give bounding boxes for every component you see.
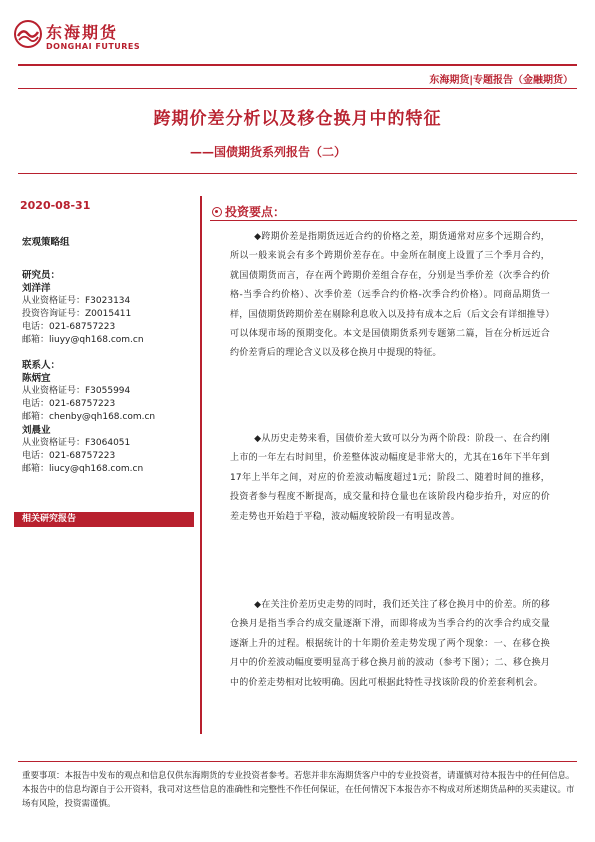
header-divider <box>18 64 577 66</box>
key-point-paragraph <box>230 596 550 693</box>
banner-divider <box>18 88 577 89</box>
report-category-banner: 东海期货|专题报告（金融期货） <box>429 75 573 86</box>
contact-name: 刘晨业 <box>22 425 51 436</box>
paragraph-text: ◆从历史走势来看，国债价差大致可以分为两个阶段：阶段一、在合约刚上市的一年左右时间里，价差整体波动幅度是非常大的，尤其在16年下半年到17年上半年之间，对应的价差波动幅度超过1元；阶段二、随着时间的推移，投资者参与程度不断提高，成交量和持仓量也在该阶段内稳步抬升，对应的价差走势也开始趋于平稳，波动幅度较阶段一有明显改善。 <box>230 434 550 522</box>
author-sidebar <box>22 236 192 476</box>
key-point-paragraph <box>230 228 550 364</box>
researcher-email[interactable]: 邮箱：liuyy@qh168.com.cn <box>22 335 144 345</box>
contact-name: 陈炳宜 <box>22 373 51 384</box>
contact-email[interactable]: 邮箱：chenby@qh168.com.cn <box>22 412 156 422</box>
key-points-heading <box>212 203 285 220</box>
contact-label: 联系人： <box>22 360 61 371</box>
footer-divider <box>18 761 577 762</box>
contact-phone: 电话：021-68757223 <box>22 451 116 461</box>
report-title: 跨期价差分析以及移仓换月中的特征 <box>153 109 442 129</box>
company-logo <box>14 18 144 58</box>
research-group: 宏观策略组 <box>22 237 70 248</box>
disclaimer-text: 重要事项：本报告中发布的观点和信息仅供东海期货的专业投资者参考。若您并非东海期货客户中的专业投资者，请谨慎对待本报告中的任何信息。本报告中的信息均源自于公开资料，我司对这些信息的准确性和完整性不作任何保证，在任何情况下本报告亦不构成对所述期货品种的买卖建议。市场有风险，投资需谨慎。 <box>22 771 575 809</box>
researcher-name: 刘洋洋 <box>22 283 51 294</box>
title-divider <box>18 173 577 174</box>
researcher-label: 研究员： <box>22 270 61 281</box>
researcher-phone: 电话：021-68757223 <box>22 322 116 332</box>
researcher-license: 从业资格证号：F3023134 <box>22 296 131 306</box>
contact-license: 从业资格证号：F3064051 <box>22 438 131 448</box>
column-divider <box>200 196 202 734</box>
report-date: 2020-08-31 <box>20 199 91 212</box>
logo-name-cn: 东海期货 <box>46 23 119 42</box>
report-subtitle: ——国债期货系列报告（二） <box>190 145 347 159</box>
contact-phone: 电话：021-68757223 <box>22 399 116 409</box>
contact-license: 从业资格证号：F3055994 <box>22 386 131 396</box>
contact-email[interactable]: 邮箱：liucy@qh168.com.cn <box>22 464 144 474</box>
related-reports-header: 相关研究报告 <box>14 512 194 527</box>
bullet-circle-icon <box>212 207 222 217</box>
paragraph-text: ◆在关注价差历史走势的同时，我们还关注了移仓换月中的价差。所的移仓换月是指当季合约成交量逐渐下滑，而即将成为当季合约的次季合约成交量逐渐上升的过程。根据统计的十年期价差走势发现了两个现象：一、在移仓换月中的价差波动幅度要明显高于移仓换月前的波动（参考下图）；二、移仓换月中的价差走势相对比较明确。因此可根据此特性寻找该阶段的价差套利机会。 <box>230 600 550 688</box>
logo-name-en: DONGHAI FUTURES <box>46 42 141 51</box>
key-points-label: 投资要点： <box>225 205 286 219</box>
wave-logo-icon <box>14 20 42 48</box>
researcher-advisory-license: 投资咨询证号：Z0015411 <box>22 309 132 319</box>
paragraph-text: ◆跨期价差是指期货远近合约的价格之差，期货通常对应多个远期合约，所以一般来说会有多个跨期价差存在。中金所在制度上设置了三个季月合约，就国债期货而言，存在两个跨期价差组合存在，分别是当季价差（次季合约价格-当季合约价格）、次季价差（远季合约价格-次季合约价格）。同商品期货一样，国债期货跨期价差在剔除利息收入以及持有成本之后（后文会有详细推导）可以体现市场的预期变化。本文是国债期货系列专题第二篇，旨在分析远近合约价差背后的理论含义以及移仓换月中提现的特征。 <box>230 232 550 359</box>
key-point-paragraph <box>230 430 550 527</box>
key-points-divider <box>210 220 577 221</box>
